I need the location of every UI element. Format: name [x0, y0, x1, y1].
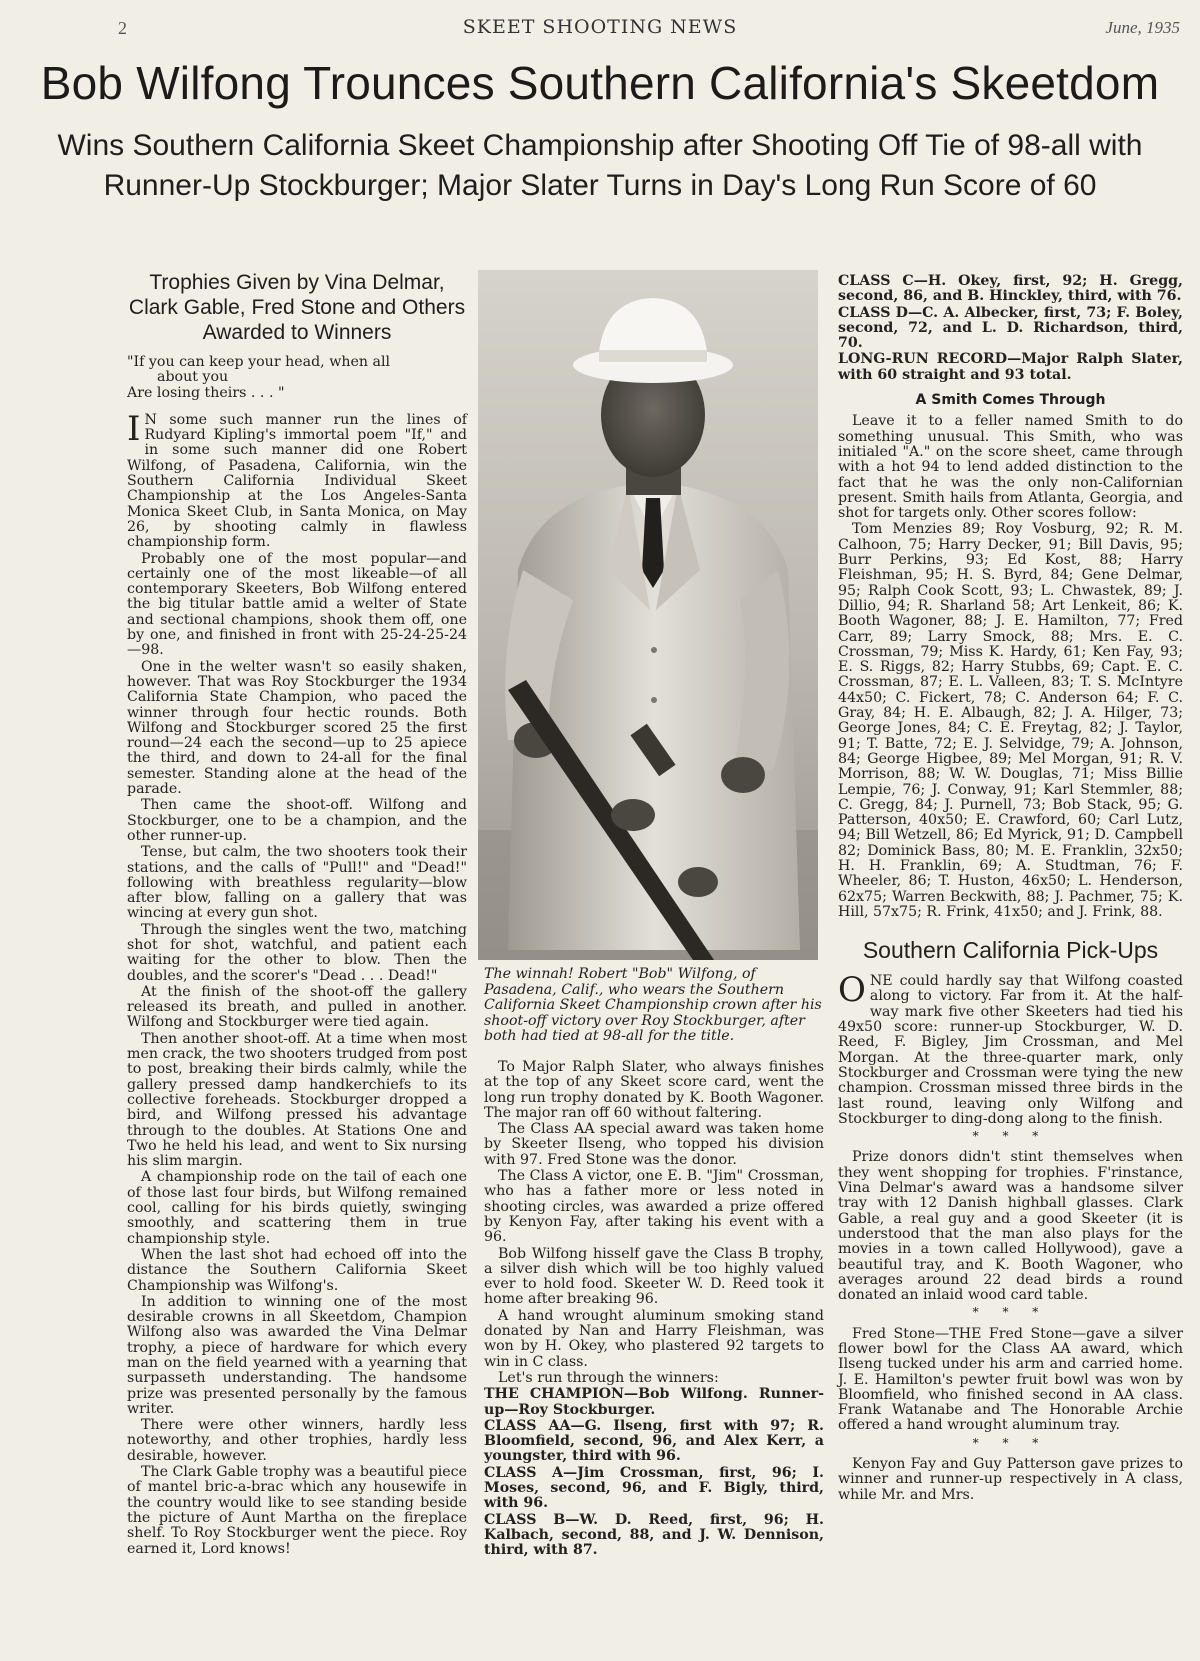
winner-line: CLASS C—H. Okey, first, 92; H. Gregg, second, 86, and B. Hinckley, third, with 76. [838, 273, 1183, 305]
quote-line: Are losing theirs . . . " [127, 384, 285, 401]
subhead [0, 126, 1200, 206]
section-divider: * * * [972, 1435, 1049, 1450]
winner-line: CLASS A—Jim Crossman, first, 96; I. Moses, second, 96, and F. Bigly, third, with 96. [484, 1464, 824, 1512]
section-subheading: A Smith Comes Through [915, 392, 1106, 409]
headline: Bob Wilfong Trounces Southern California's Skeetdom [40, 57, 1160, 109]
article-paragraph [838, 970, 1183, 1127]
article-paragraph: There were other winners, hardly less noteworthy, and other trophies, hardly less desirable, however. [127, 1417, 467, 1464]
drop-cap: O [838, 970, 866, 1011]
publication-name: SKEET SHOOTING NEWS [462, 16, 738, 38]
article-paragraph: The Class A victor, one E. B. "Jim" Crossman, who has a father more or less noted in shooting circles, was awarded a prize offered by Kenyon Fay, after taking his event with a 96. [484, 1168, 824, 1246]
left-column [127, 270, 467, 1558]
article-paragraph: Let's run through the winners: [498, 1369, 719, 1386]
kipling-quote [127, 355, 467, 401]
scores-list: Tom Menzies 89; Roy Vosburg, 92; R. M. Calhoon, 75; Harry Decker, 91; Bill Davis, 95; Burr Perkins, 93; Ed Kost, 88; Harry Fleishman, 95; H. S. Byrd, 84; Gene Delmar, 95; Ralph Cook Scott, 93; L. Chwastek, 89; J. Dillio, 94; R. Sharland 58; Art Lenkeit, 86; K. Booth Wagoner, 88; J. E. Hamilton, 77; Fred Carr, 89; Larry Smock, 88; Mrs. E. C. Crossman, 79; Miss K. Hardy, 61; Ken Fay, 93; E. S. Riggs, 82; Harry Stubbs, 69; Capt. E. C. Crossman, 87; E. L. Valleen, 83; T. S. McIntyre 44x50; C. Fickert, 78; C. Anderson 64; F. C. Gray, 84; H. E. Albaugh, 82; J. A. Hilger, 73; George Jones, 84; C. E. Freytag, 82; J. Taylor, 91; T. Batte, 72; E. J. Selvidge, 79; A. Johnson, 84; George Higbee, 89; Mel Morgan, 91; R. V. Morrison, 88; W. W. Douglas, 71; Miss Billie Lempie, 76; J. Conway, 91; Karl Stemmler, 88; C. Gregg, 84; J. Purnell, 73; Bob Stack, 95; G. Patterson, 40x50; E. Crawford, 60; Carl Lutz, 94; Bill Wetzell, 86; Ed Myrick, 91; D. Campbell 82; Dominick Bass, 80; M. E. Franklin, 32x50; H. H. Franklin, 69; A. Studtman, 76; F. Wheeler, 86; T. Huston, 46x50; L. Henderson, 62x75; Warren Beckwith, 88; J. Pachmer, 75; K. Hill, 57x75; R. Frink, 41x50; and J. Frink, 88. [838, 521, 1183, 920]
article-paragraph: When the last shot had echoed off into the distance the Southern California Skeet Championship was Wilfong's. [127, 1246, 467, 1294]
section-heading: Southern California Pick-Ups [862, 937, 1159, 964]
article-paragraph: A hand wrought aluminum smoking stand donated by Nan and Harry Fleishman, was won by H. Okey, who plastered 92 targets to win in C class. [484, 1307, 824, 1370]
article-paragraph: Tense, but calm, the two shooters took their stations, and the calls of "Pull!" and "Dead!" following with breathless regularity—blow after blow, falling on a gallery that was wincing at every gun shot. [127, 844, 467, 922]
article-paragraph: Leave it to a feller named Smith to do something unusual. This Smith, who was initialed "A." on the score sheet, came through with a hot 94 to lend added distinction to the fact that he was the only non-Californian present. Smith hails from Atlanta, Georgia, and shot for targets only. Other scores follow: [838, 413, 1183, 522]
article-paragraph: The Clark Gable trophy was a beautiful piece of mantel bric-a-brac which any housewife in the country would like to see standing beside the picture of Aunt Martha on the fireplace shelf. To Roy Stockburger went the piece. Roy earned it, Lord knows! [127, 1464, 467, 1557]
article-paragraph: Bob Wilfong hisself gave the Class B trophy, a silver dish which will be too highly valued ever to hold food. Skeeter W. D. Reed took it home after breaking 96. [484, 1245, 824, 1308]
article-paragraph: A championship rode on the tail of each one of those last four birds, but Wilfong remained cool, calling for his birds quietly, swinging smoothly, and scattering them in true championship style. [127, 1169, 467, 1247]
winner-line: LONG-RUN RECORD—Major Ralph Slater, with 60 straight and 93 total. [838, 351, 1183, 383]
quote-line: "If you can keep your head, when all [127, 354, 391, 370]
article-paragraph: Kenyon Fay and Guy Patterson gave prizes to winner and runner-up respectively in A class, while Mr. and Mrs. [838, 1456, 1183, 1503]
article-paragraph: At the finish of the shoot-off the gallery released its breath, and pulled in another. Wilfong and Stockburger were tied again. [127, 983, 467, 1031]
article-paragraph: One in the welter wasn't so easily shaken, however. That was Roy Stockburger the 1934 California State Champion, who paced the winner through four hectic rounds. Both Wilfong and Stockburger scored 25 the first round—24 each the second—up to 25 apiece the third, and down to 24-all for the final semester. Standing alone at the head of the parade. [127, 658, 467, 798]
section-divider: * * * [972, 1129, 1049, 1144]
winner-line: THE CHAMPION—Bob Wilfong. Runner-up—Roy Stockburger. [484, 1386, 824, 1418]
article-paragraph: Probably one of the most popular—and certainly one of the most likeable—of all contemporary Skeeters, Bob Wilfong entered the big titular battle amid a welter of State and sectional champions, shook them off, one by one, and finished in front with 25-24-25-24—98. [127, 550, 467, 659]
quote-line: about you [157, 369, 229, 386]
article-paragraph: Through the singles went the two, matching shot for shot, watchful, and patient each waiting for the other to blow. Then the doubles, and the scorer's "Dead . . . Dead!" [127, 921, 467, 984]
subhead-text: Wins Southern California Skeet Championship after Shooting Off Tie of 98-all with Runner-Up Stockburger; Major Slater Turns in Day's Long Run Score of 60 [57, 129, 1143, 202]
winner-line: CLASS AA—G. Ilseng, first with 97; R. Bloomfield, second, 96, and Alex Kerr, a youngster, third with 96. [484, 1417, 824, 1465]
paragraph-text: N some such manner run the lines of Rudyard Kipling's immortal poem "If," and in some such manner did one Robert Wilfong, of Pasadena, California, win the Southern California Individual Skeet Championship at the Los Angeles-Santa Monica Skeet Club, in Santa Monica, on May 26, by shooting calmly in flawless championship form. [127, 411, 467, 551]
photo-caption: The winnah! Robert "Bob" Wilfong, of Pasadena, Calif., who wears the Southern California Skeet Championship crown after his shoot-off victory over Roy Stockburger, after both had tied at 98-all for the title. [484, 966, 822, 1044]
issue-date: June, 1935 [1105, 18, 1180, 37]
right-column [838, 274, 1183, 1504]
article-paragraph: Then another shoot-off. At a time when most men crack, the two shooters trudged from post to post, breaking their birds calmly, while the gallery pressed damp handkerchiefs to its collective foreheads. Stockburger dropped a bird, and Wilfong pressed his advantage through to the doubles. At Stations One and Two he held his lead, and went to Six nursing his slim margin. [127, 1030, 467, 1170]
section-divider: * * * [972, 1305, 1049, 1320]
article-paragraph: Prize donors didn't stint themselves when they went shopping for trophies. F'rinstance, Vina Delmar's award was a handsome silver tray with 12 Danish highball glasses. Clark Gable, a real guy and a good Skeeter (it is understood that the man also plays for the movies in a town called Hollywood), gave a beautiful tray, and K. Booth Wagoner, who averages around 22 dead birds a round donated an inlaid wood card table. [838, 1149, 1183, 1304]
wilfong-photo [478, 270, 818, 960]
side-headline: Trophies Given by Vina Delmar, Clark Gable, Fred Stone and Others Awarded to Winners [128, 271, 466, 344]
page-header [0, 16, 1200, 46]
drop-cap: I [127, 408, 141, 449]
paragraph-text: NE could hardly say that Wilfong coasted along to victory. Far from it. At the half-way mark five other Skeeters had tied his 49x50 score: runner-up Stockburger, W. D. Reed, F. Bigley, Jim Crossman, and Mel Morgan. At the three-quarter mark, only Stockburger and Crossman were tying the new champion. Crossman missed three birds in the last round, leaving only Wilfong and Stockburger to ding-dong along to the finish. [838, 973, 1183, 1127]
article-paragraph: Then came the shoot-off. Wilfong and Stockburger, one to be a champion, and the other runner-up. [127, 797, 467, 844]
winner-line: CLASS D—C. A. Albecker, first, 73; F. Boley, second, 72, and L. D. Richardson, third, 70. [838, 304, 1183, 352]
page-number: 2 [118, 18, 127, 38]
article-paragraph: In addition to winning one of the most desirable crowns in all Skeetdom, Champion Wilfong also was awarded the Vina Delmar trophy, a piece of hardware for which every man on the field yearned with a yearning that surpasseth understanding. The handsome prize was presented personally by the famous writer. [127, 1293, 467, 1417]
winner-line: CLASS B—W. D. Reed, first, 96; H. Kalbach, second, 88, and J. W. Dennison, third, with 87. [484, 1511, 824, 1559]
article-paragraph: The Class AA special award was taken home by Skeeter Ilseng, who topped his division with 97. Fred Stone was the donor. [484, 1121, 824, 1168]
middle-column [484, 1060, 824, 1560]
article-paragraph [127, 408, 467, 551]
article-paragraph: Fred Stone—THE Fred Stone—gave a silver flower bowl for the Class AA award, which Ilseng tucked under his arm and carried home. J. E. Hamilton's pewter fruit bowl was won by Bloomfield, who finished second in AA class. Frank Watanabe and The Honorable Archie offered a hand wrought aluminum tray. [838, 1325, 1183, 1434]
article-paragraph: To Major Ralph Slater, who always finishes at the top of any Skeet score card, went the long run trophy donated by K. Booth Wagoner. The major ran off 60 without faltering. [484, 1059, 824, 1121]
